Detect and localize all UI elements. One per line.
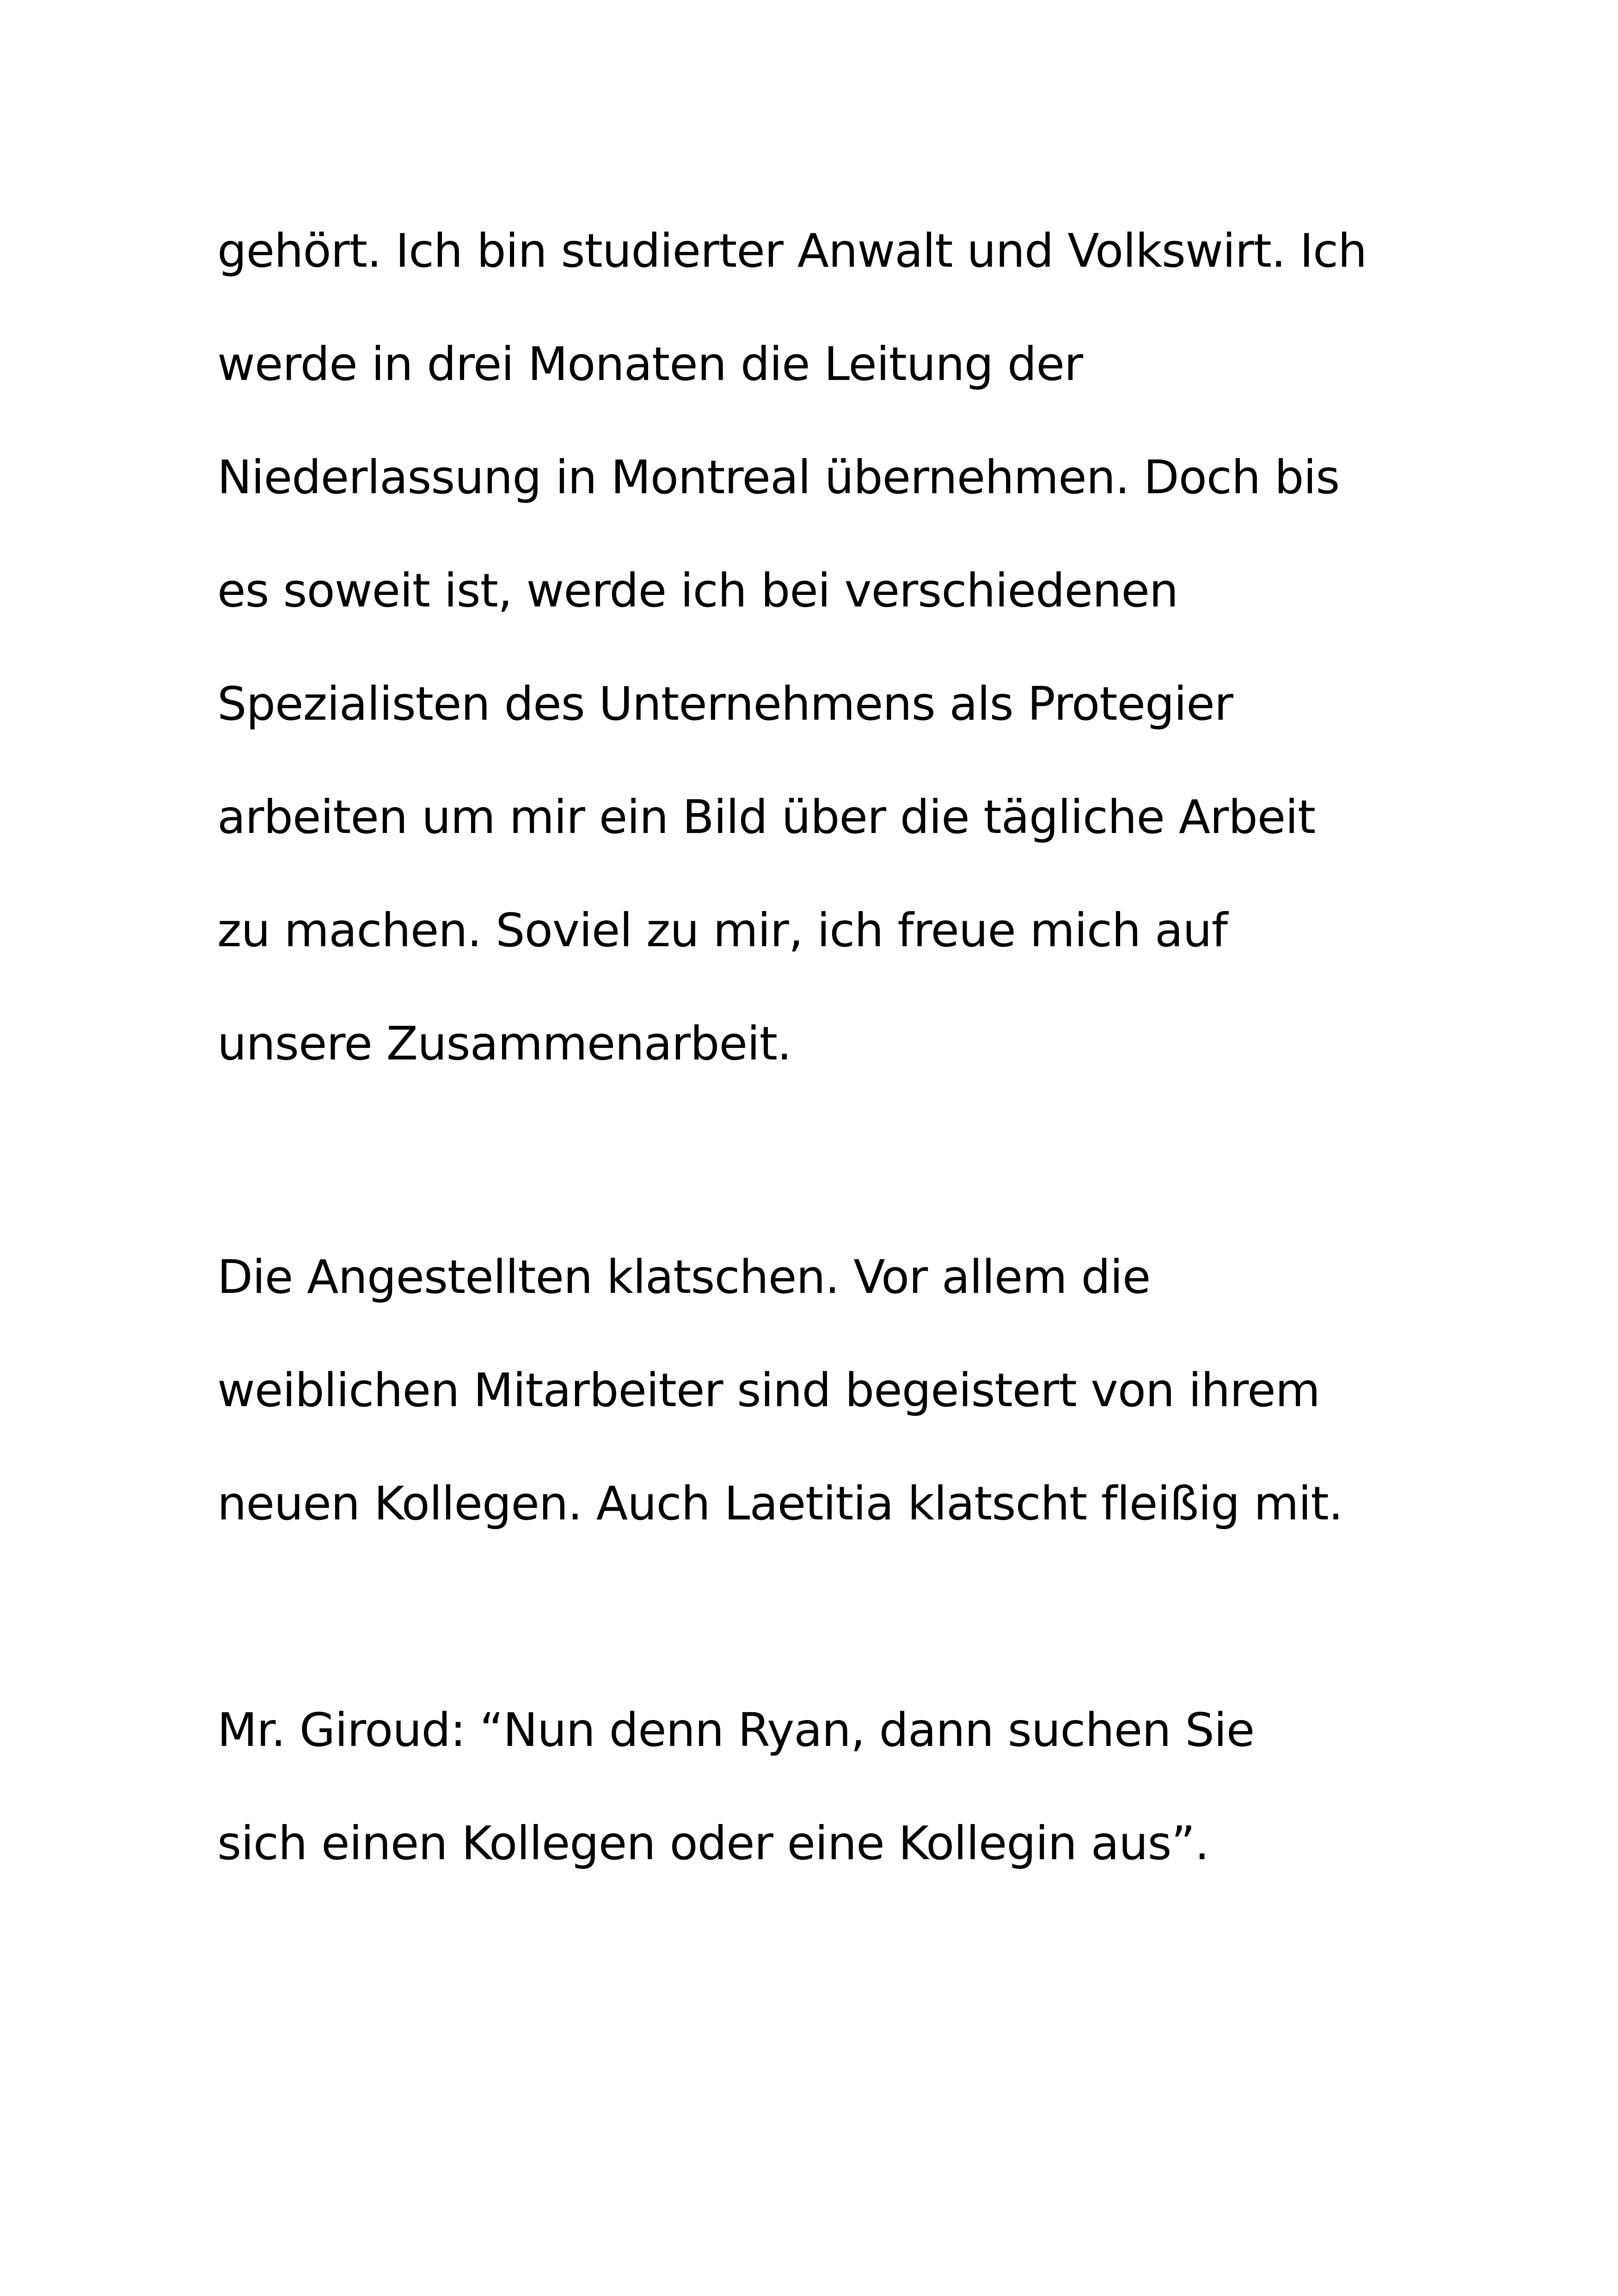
text-line: unsere Zusammenarbeit. — [217, 1016, 791, 1071]
text-line: arbeiten um mir ein Bild über die tägliche Arbeit — [217, 790, 1316, 844]
paragraph-1 — [217, 194, 1558, 1100]
text-line: Spezialisten des Unternehmens als Protegier — [217, 677, 1233, 731]
text-line: es soweit ist, werde ich bei verschiedenen — [217, 563, 1178, 618]
text-line: werde in drei Monaten die Leitung der — [217, 337, 1083, 391]
text-line: Mr. Giroud: “Nun denn Ryan, dann suchen Sie — [217, 1703, 1255, 1757]
text-line: Die Angestellten klatschen. Vor allem die — [217, 1250, 1151, 1304]
text-line: Niederlassung in Montreal übernehmen. Doch bis — [217, 450, 1340, 504]
text-line: zu machen. Soviel zu mir, ich freue mich auf — [217, 903, 1227, 957]
text-line: gehört. Ich bin studierter Anwalt und Volkswirt. Ich — [217, 224, 1367, 278]
text-line: weiblichen Mitarbeiter sind begeistert von ihrem — [217, 1363, 1320, 1417]
paragraph-3 — [217, 1673, 1558, 1900]
text-line: neuen Kollegen. Auch Laetitia klatscht fleißig mit. — [217, 1476, 1343, 1531]
paragraph-2 — [217, 1220, 1558, 1560]
text-line: sich einen Kollegen oder eine Kollegin aus”. — [217, 1816, 1209, 1870]
